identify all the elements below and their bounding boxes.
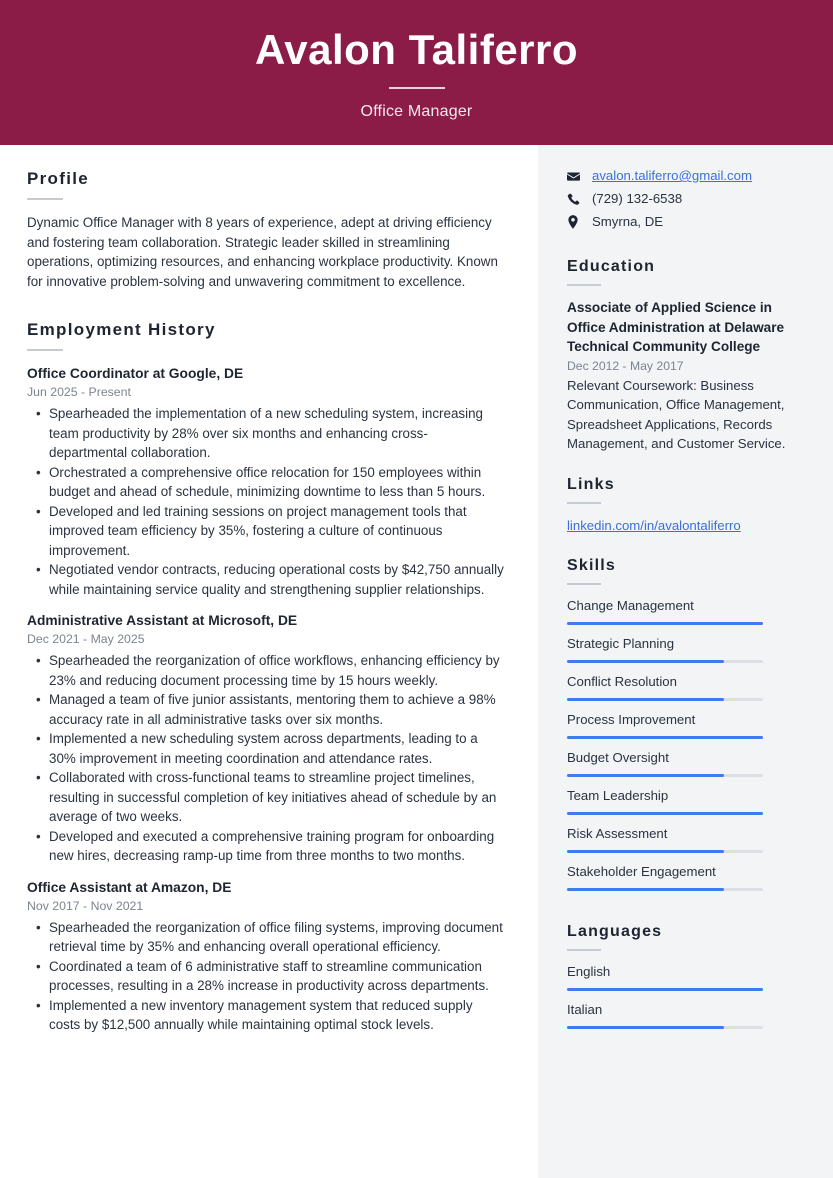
skill-item-level-fill bbox=[567, 774, 724, 777]
language-item-label: Italian bbox=[567, 1001, 603, 1017]
job-bullet-list bbox=[27, 651, 504, 866]
job-date-range: Dec 2021 - May 2025 bbox=[27, 632, 145, 647]
skill-item-label: Process Improvement bbox=[567, 711, 696, 727]
section-employment-history bbox=[27, 320, 504, 1035]
contact-email-link[interactable]: avalon.taliferro@gmail.com bbox=[592, 168, 752, 183]
job-bullet: • Developed and led training sessions on project management tools that improved team efficiency by 35%, fostering a culture of continuous improvement. bbox=[27, 502, 504, 561]
job-title: Office Coordinator at Google, DE bbox=[27, 366, 244, 382]
resume-body bbox=[0, 145, 833, 1178]
section-languages bbox=[567, 923, 797, 1029]
skills-list bbox=[567, 597, 797, 891]
skill-item-level-track bbox=[567, 698, 763, 701]
contact-row bbox=[567, 213, 797, 231]
education-heading-rule bbox=[567, 284, 601, 286]
job-bullet: • Spearheaded the reorganization of office workflows, enhancing efficiency by 23% and reducing document processing time by 15 hours weekly. bbox=[27, 651, 504, 690]
section-skills bbox=[567, 557, 797, 891]
education-degree: Associate of Applied Science in Office Administration at Delaware Technical Community College bbox=[567, 300, 785, 354]
job-date-range: Nov 2017 - Nov 2021 bbox=[27, 898, 144, 913]
skill-item bbox=[567, 863, 797, 891]
employment-entry bbox=[27, 878, 504, 1035]
skills-heading: Skills bbox=[567, 556, 617, 574]
skill-item-level-fill bbox=[567, 888, 724, 891]
employment-heading: Employment History bbox=[27, 320, 216, 340]
skill-item-level-fill bbox=[567, 698, 724, 701]
section-links bbox=[567, 476, 797, 535]
profile-heading-rule bbox=[27, 198, 63, 200]
profile-heading: Profile bbox=[27, 169, 90, 188]
main-column bbox=[0, 145, 538, 1178]
location-pin-icon bbox=[567, 215, 584, 229]
skill-item-level-fill bbox=[567, 736, 763, 739]
skill-item-label: Risk Assessment bbox=[567, 825, 668, 841]
spacer bbox=[27, 602, 504, 611]
skill-item-level-fill bbox=[567, 812, 763, 815]
job-date-range: Jun 2025 - Present bbox=[27, 385, 131, 400]
skill-item-level-fill bbox=[567, 850, 724, 853]
profile-link[interactable]: linkedin.com/in/avalontaliferro bbox=[567, 517, 741, 533]
links-heading: Links bbox=[567, 475, 615, 493]
contact-row[interactable] bbox=[567, 167, 797, 185]
skill-item-level-track bbox=[567, 660, 763, 663]
skill-item-level-track bbox=[567, 774, 763, 777]
job-bullet-list bbox=[27, 404, 504, 599]
header-divider bbox=[389, 87, 445, 89]
spacer bbox=[567, 901, 797, 923]
skill-item-level-track bbox=[567, 888, 763, 891]
language-item-level-fill bbox=[567, 1026, 724, 1029]
contact-value: (729) 132-6538 bbox=[592, 191, 683, 206]
skill-item-label: Stakeholder Engagement bbox=[567, 863, 716, 879]
languages-list bbox=[567, 963, 797, 1029]
language-item bbox=[567, 1001, 797, 1029]
job-bullet: • Collaborated with cross-functional teams to streamline project timelines, resulting in successful completion of key initiatives ahead of schedule by an average of two weeks. bbox=[27, 768, 504, 827]
skill-item-level-track bbox=[567, 812, 763, 815]
language-item bbox=[567, 963, 797, 991]
spacer bbox=[27, 869, 504, 878]
skill-item-level-track bbox=[567, 736, 763, 739]
education-description: Relevant Coursework: Business Communication, Office Management, Spreadsheet Applications, Records Management, and Customer Service. bbox=[567, 377, 786, 451]
skill-item-label: Strategic Planning bbox=[567, 635, 675, 651]
skill-item-label: Budget Oversight bbox=[567, 749, 669, 765]
job-title: Office Assistant at Amazon, DE bbox=[27, 879, 232, 895]
skill-item-level-fill bbox=[567, 660, 724, 663]
skill-item-level-track bbox=[567, 850, 763, 853]
skill-item bbox=[567, 711, 797, 739]
contact-details bbox=[567, 167, 797, 231]
skills-heading-rule bbox=[567, 583, 601, 585]
resume-header bbox=[0, 0, 833, 145]
education-list bbox=[567, 298, 797, 454]
skill-item bbox=[567, 787, 797, 815]
skill-item bbox=[567, 597, 797, 625]
skill-item bbox=[567, 673, 797, 701]
job-bullet: • Orchestrated a comprehensive office relocation for 150 employees within budget and ahead of schedule, minimizing downtime to less than 5 hours. bbox=[27, 463, 504, 502]
language-item-level-fill bbox=[567, 988, 763, 991]
employment-entry bbox=[27, 364, 504, 599]
languages-heading-rule bbox=[567, 949, 601, 951]
phone-icon bbox=[567, 193, 584, 206]
sidebar-column bbox=[538, 145, 833, 1178]
job-title: Administrative Assistant at Microsoft, DE bbox=[27, 613, 298, 629]
skill-item bbox=[567, 635, 797, 663]
job-bullet: • Developed and executed a comprehensive training program for onboarding new hires, decreasing ramp-up time from three months to two months. bbox=[27, 827, 504, 866]
job-bullet: • Coordinated a team of 6 administrative staff to streamline communication processes, resulting in a 28% increase in productivity across departments. bbox=[27, 957, 504, 996]
job-bullet: • Negotiated vendor contracts, reducing operational costs by $42,750 annually while maintaining service quality and strengthening supplier relationships. bbox=[27, 560, 504, 599]
profile-text: Dynamic Office Manager with 8 years of experience, adept at driving efficiency and fostering team collaboration. Strategic leader skilled in streamlining operations, optimizing resources, and enhancing workplace productivity. Known for innovative problem-solving and unwavering commitment to excellence. bbox=[27, 215, 498, 289]
language-item-level-track bbox=[567, 1026, 763, 1029]
employment-list bbox=[27, 364, 504, 1035]
job-bullet: • Implemented a new scheduling system across departments, leading to a 30% improvement in meeting coordination and attendance rates. bbox=[27, 729, 504, 768]
job-bullet: • Spearheaded the implementation of a new scheduling system, increasing team productivity by 28% over six months and enhancing cross-departmental collaboration. bbox=[27, 404, 504, 463]
candidate-job-title: Office Manager bbox=[360, 102, 473, 120]
skill-item-level-fill bbox=[567, 622, 763, 625]
candidate-name: Avalon Taliferro bbox=[254, 26, 579, 74]
skill-item-label: Conflict Resolution bbox=[567, 673, 677, 689]
employment-entry bbox=[27, 611, 504, 866]
section-profile bbox=[27, 169, 504, 291]
language-item-level-track bbox=[567, 988, 763, 991]
spacer bbox=[567, 236, 797, 258]
links-list bbox=[567, 516, 797, 535]
employment-heading-rule bbox=[27, 349, 63, 351]
skill-item-level-track bbox=[567, 622, 763, 625]
spacer bbox=[27, 291, 504, 320]
skill-item-label: Change Management bbox=[567, 597, 694, 613]
skill-item bbox=[567, 749, 797, 777]
job-bullet: • Implemented a new inventory management system that reduced supply costs by $12,500 annually while maintaining optimal stock levels. bbox=[27, 996, 504, 1035]
language-item-label: English bbox=[567, 963, 611, 979]
section-education bbox=[567, 258, 797, 454]
contact-value: Smyrna, DE bbox=[592, 214, 664, 229]
job-bullet-list bbox=[27, 918, 504, 1035]
job-bullet: • Spearheaded the reorganization of office filing systems, improving document retrieval time by 35% and enhancing overall operational efficiency. bbox=[27, 918, 504, 957]
education-date-range: Dec 2012 - May 2017 bbox=[567, 358, 684, 373]
contact-row bbox=[567, 190, 797, 208]
spacer bbox=[567, 454, 797, 476]
envelope-icon bbox=[567, 170, 584, 183]
job-bullet: • Managed a team of five junior assistants, mentoring them to achieve a 98% accuracy rate in all administrative tasks over six months. bbox=[27, 690, 504, 729]
languages-heading: Languages bbox=[567, 922, 663, 940]
skill-item-label: Team Leadership bbox=[567, 787, 669, 803]
links-heading-rule bbox=[567, 502, 601, 504]
education-entry bbox=[567, 298, 797, 454]
skill-item bbox=[567, 825, 797, 853]
education-heading: Education bbox=[567, 258, 656, 275]
spacer bbox=[567, 535, 797, 557]
